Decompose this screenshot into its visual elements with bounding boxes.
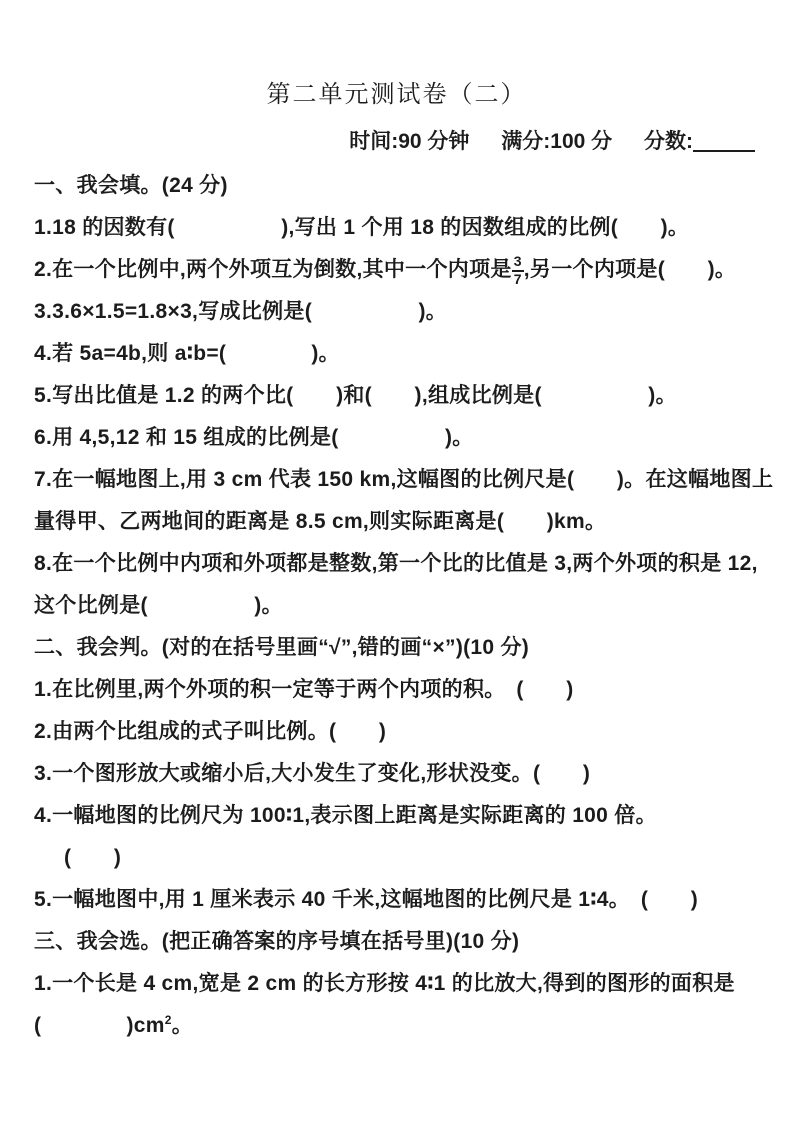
fraction-three-sevenths	[512, 254, 524, 287]
choice-q1-line1: 1.一个长是 4 cm,宽是 2 cm 的长方形按 4∶1 的比放大,得到的图形的面积是	[34, 972, 735, 995]
fill-q7-line1: 7.在一幅地图上,用 3 cm 代表 150 km,这幅图的比例尺是( )。在这幅地图上	[34, 468, 774, 491]
fraction-denominator: 7	[513, 270, 522, 287]
judge-q5: 5.一幅地图中,用 1 厘米表示 40 千米,这幅地图的比例尺是 1∶4。 ( )	[34, 888, 699, 911]
fill-q2-post: ,另一个内项是( )。	[523, 258, 737, 281]
fill-q8-line1: 8.在一个比例中内项和外项都是整数,第一个比的比值是 3,两个外项的积是 12,	[34, 552, 758, 575]
paper-body	[34, 165, 774, 1047]
fill-q5: 5.写出比值是 1.2 的两个比( )和( ),组成比例是( )。	[34, 384, 677, 407]
fill-q6: 6.用 4,5,12 和 15 组成的比例是( )。	[34, 426, 474, 449]
fill-q7-line2: 量得甲、乙两地间的距离是 8.5 cm,则实际距离是( )km。	[34, 510, 607, 533]
meta-time: 时间:90 分钟	[349, 130, 470, 153]
paper-meta-row	[0, 125, 793, 155]
fill-q1: 1.18 的因数有( ),写出 1 个用 18 的因数组成的比例( )。	[34, 216, 690, 239]
score-blank-line	[693, 129, 755, 152]
fill-q4: 4.若 5a=4b,则 a∶b=( )。	[34, 342, 340, 365]
fraction-numerator: 3	[513, 253, 522, 270]
judge-q1: 1.在比例里,两个外项的积一定等于两个内项的积。 ( )	[34, 678, 574, 701]
section-fill-heading: 一、我会填。(24 分)	[34, 174, 228, 197]
choice-q1-line2-post: 。	[171, 1014, 194, 1037]
meta-full-score: 满分:100 分	[501, 130, 613, 153]
fill-q2-pre: 2.在一个比例中,两个外项互为倒数,其中一个内项是	[34, 258, 512, 281]
cm-squared-superscript: 2	[164, 1013, 172, 1027]
fill-q2	[34, 249, 767, 291]
section-judge-heading: 二、我会判。(对的在括号里画“√”,错的画“×”)(10 分)	[34, 636, 530, 659]
section-choice-heading: 三、我会选。(把正确答案的序号填在括号里)(10 分)	[34, 930, 520, 953]
meta-score-label: 分数:	[644, 130, 693, 153]
judge-q2: 2.由两个比组成的式子叫比例。( )	[34, 720, 387, 743]
choice-q1-line2-pre: ( )cm	[34, 1014, 165, 1037]
fill-q8-line2: 这个比例是( )。	[34, 594, 283, 617]
fill-q3: 3.3.6×1.5=1.8×3,写成比例是( )。	[34, 300, 448, 323]
judge-q3: 3.一个图形放大或缩小后,大小发生了变化,形状没变。( )	[34, 762, 591, 785]
judge-q4-line1: 4.一幅地图的比例尺为 100∶1,表示图上距离是实际距离的 100 倍。	[34, 804, 657, 827]
judge-q4-line2: ( )	[64, 846, 122, 869]
choice-q1-line2	[34, 1005, 767, 1047]
page-title: 第二单元测试卷（二）	[266, 82, 527, 108]
